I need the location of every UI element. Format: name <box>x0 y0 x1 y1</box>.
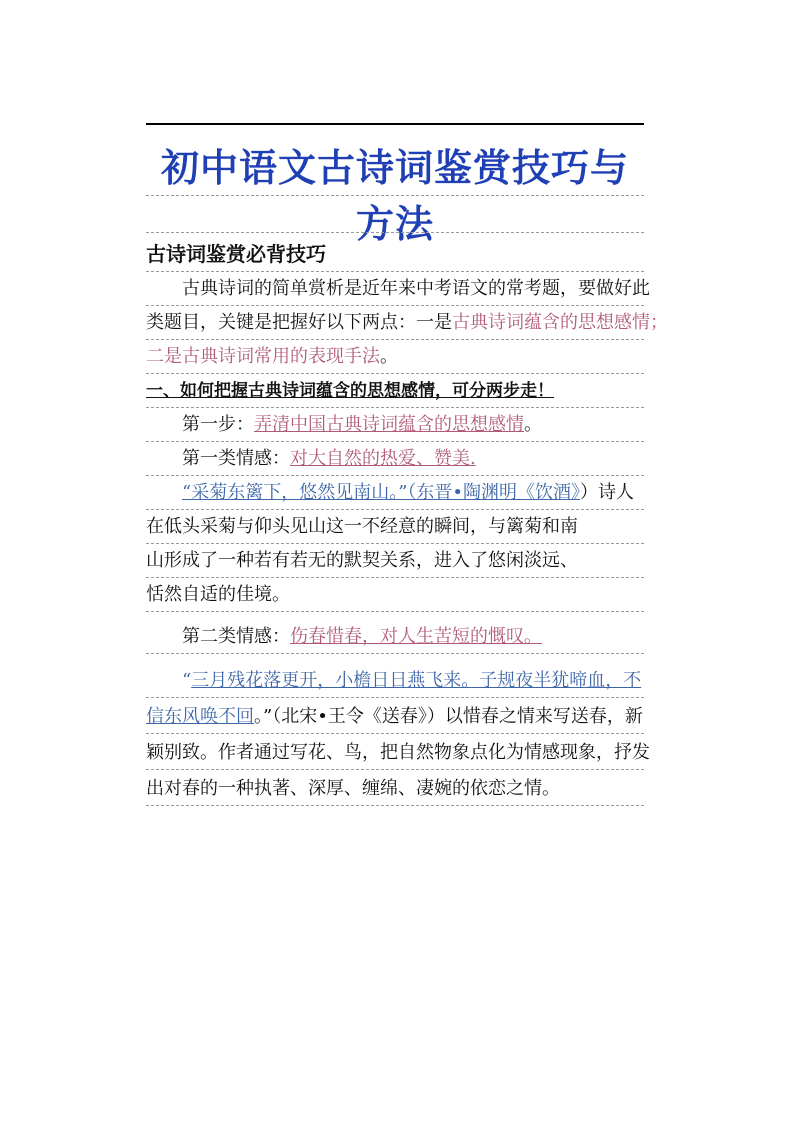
step-one-text: 弄清中国古典诗词蕴含的思想感情 <box>254 414 524 435</box>
intro-point-two: 二是古典诗词常用的表现手法 <box>146 346 380 367</box>
step-one-line <box>146 408 644 442</box>
part-one-heading: 一、如何把握古典诗词蕴含的思想感情，可分两步走！ <box>146 381 554 401</box>
intro-line-1: 古典诗词的简单赏析是近年来中考语文的常考题，要做好此 <box>146 272 644 306</box>
quote-one-quote: “采菊东篱下，悠然见南山。”（东晋•陶渊明《饮酒》 <box>182 482 581 503</box>
top-rule <box>146 123 644 125</box>
quote-two-line-4: 出对春的一种执著、深厚、缠绵、凄婉的依恋之情。 <box>146 772 644 806</box>
category-two-line <box>146 620 644 654</box>
category-two-label: 第二类情感： <box>182 626 290 647</box>
quote-two-quote-part-2: 信东风唤不回 <box>146 706 254 727</box>
page-title: 初中语文古诗词鉴赏技巧与方法 <box>146 140 644 196</box>
intro-point-one: 古典诗词蕴含的思想感情； <box>452 312 668 333</box>
part-one-heading-line <box>146 374 644 408</box>
category-two-text: 伤春惜春，对人生苦短的慨叹。 <box>290 626 542 647</box>
quote-two-line-2 <box>146 700 644 734</box>
quote-two-line-1 <box>146 664 644 698</box>
quote-one-line-1-end: ）诗人 <box>580 482 635 503</box>
quote-one-line-4: 恬然自适的佳境。 <box>146 578 644 612</box>
quote-two-line-3: 颖别致。作者通过写花、鸟，把自然物象点化为情感现象，抒发 <box>146 736 644 770</box>
quote-two-quote-part-1: 三月残花落更开，小檐日日燕飞来。子规夜半犹啼血，不 <box>191 670 642 691</box>
quote-two-line-2-rest: 。”（北宋•王令《送春》）以惜春之情来写送春，新 <box>254 706 643 727</box>
quote-two-open-mark: “ <box>182 670 192 691</box>
intro-line-2 <box>146 306 668 340</box>
quote-one-line-2: 在低头采菊与仰头见山这一不经意的瞬间，与篱菊和南 <box>146 510 644 544</box>
category-one-label: 第一类情感： <box>182 448 290 469</box>
category-one-line <box>146 442 644 476</box>
blank-ruled-line <box>146 196 644 233</box>
quote-one-line-3: 山形成了一种若有若无的默契关系，进入了悠闲淡远、 <box>146 544 644 578</box>
intro-line-2-plain: 类题目，关键是把握好以下两点：一是 <box>146 312 452 333</box>
section-heading: 古诗词鉴赏必背技巧 <box>146 236 644 272</box>
step-one-end: 。 <box>524 414 542 435</box>
category-one-text: 对大自然的热爱、赞美. <box>290 448 476 469</box>
step-one-label: 第一步： <box>182 414 254 435</box>
intro-line-3 <box>146 340 644 374</box>
intro-line-3-end: 。 <box>380 346 398 367</box>
quote-one-line-1 <box>146 476 644 510</box>
